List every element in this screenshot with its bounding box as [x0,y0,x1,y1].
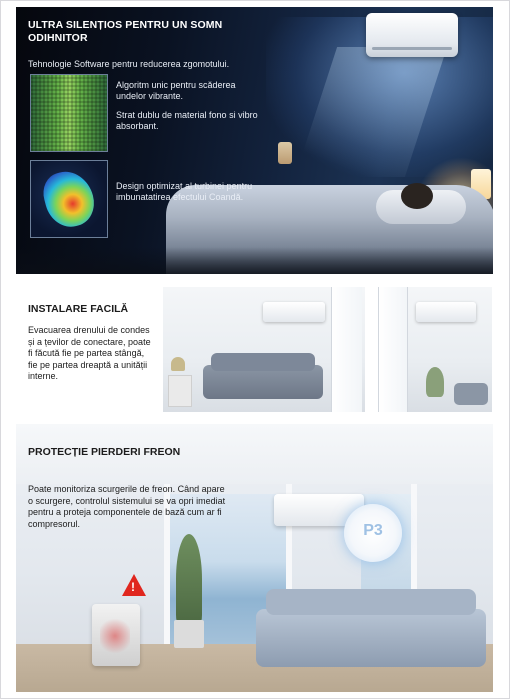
outdoor-unit-icon [92,604,140,666]
table-lamp-icon [171,357,185,371]
ac-unit-icon [366,13,458,57]
silent-section [16,7,493,274]
plant-icon [176,534,202,624]
absorbing-material-image [30,74,108,152]
silent-title: ULTRA SILENȚIOS PENTRU UN SOMN ODIHNITOR [28,19,223,44]
window [378,287,408,412]
armchair [454,383,488,405]
lamp-left-icon [278,142,292,164]
feature-double-layer: Strat dublu de material fono si vibro absorbant. [116,110,258,131]
ac-unit-icon [416,302,476,322]
freon-badge-icon [344,504,402,562]
plant-icon [426,367,444,397]
sofa [203,365,323,399]
warning-glyph: ! [131,580,135,594]
window [331,287,362,412]
thermal-blob [39,166,100,233]
ac-unit-icon [263,302,325,322]
floor-shade [16,247,493,274]
living-room-image-right [378,287,492,412]
sofa [256,609,486,667]
install-title: INSTALARE FACILĂ [28,303,129,315]
freon-title: PROTECȚIE PIERDERI FREON [28,446,181,458]
feature-list [116,80,266,140]
plant-pot [174,620,204,648]
install-text: Evacuarea drenului de condes și a țevilor de conectare, poate fi făcută fie pe partea stângă, fie pe partea dreaptă a unității interne. [28,325,151,381]
feature-turbine: Design optimizat al turbinei pentru imbunatatirea efectului Coandă. [116,181,253,202]
living-room-image-left [163,287,365,412]
side-table [168,375,192,407]
badge-label: P3 [363,522,383,539]
feature-algorithm: Algoritm unic pentru scăderea undelor vibrante. [116,80,236,101]
feature-turbine-block [116,181,266,211]
sleeper-image [401,183,433,209]
silent-subtitle: Tehnologie Software pentru reducerea zgomotului. [28,59,230,69]
freon-section [16,424,493,692]
warning-triangle-icon [122,574,146,596]
turbine-simulation-image [30,160,108,238]
freon-text: Poate monitoriza scurgerile de freon. Când apare o scurgere, controlul sistemului se va opri imediat pentru a proteja componentele de bază cum ar fi compresorul. [28,484,226,529]
